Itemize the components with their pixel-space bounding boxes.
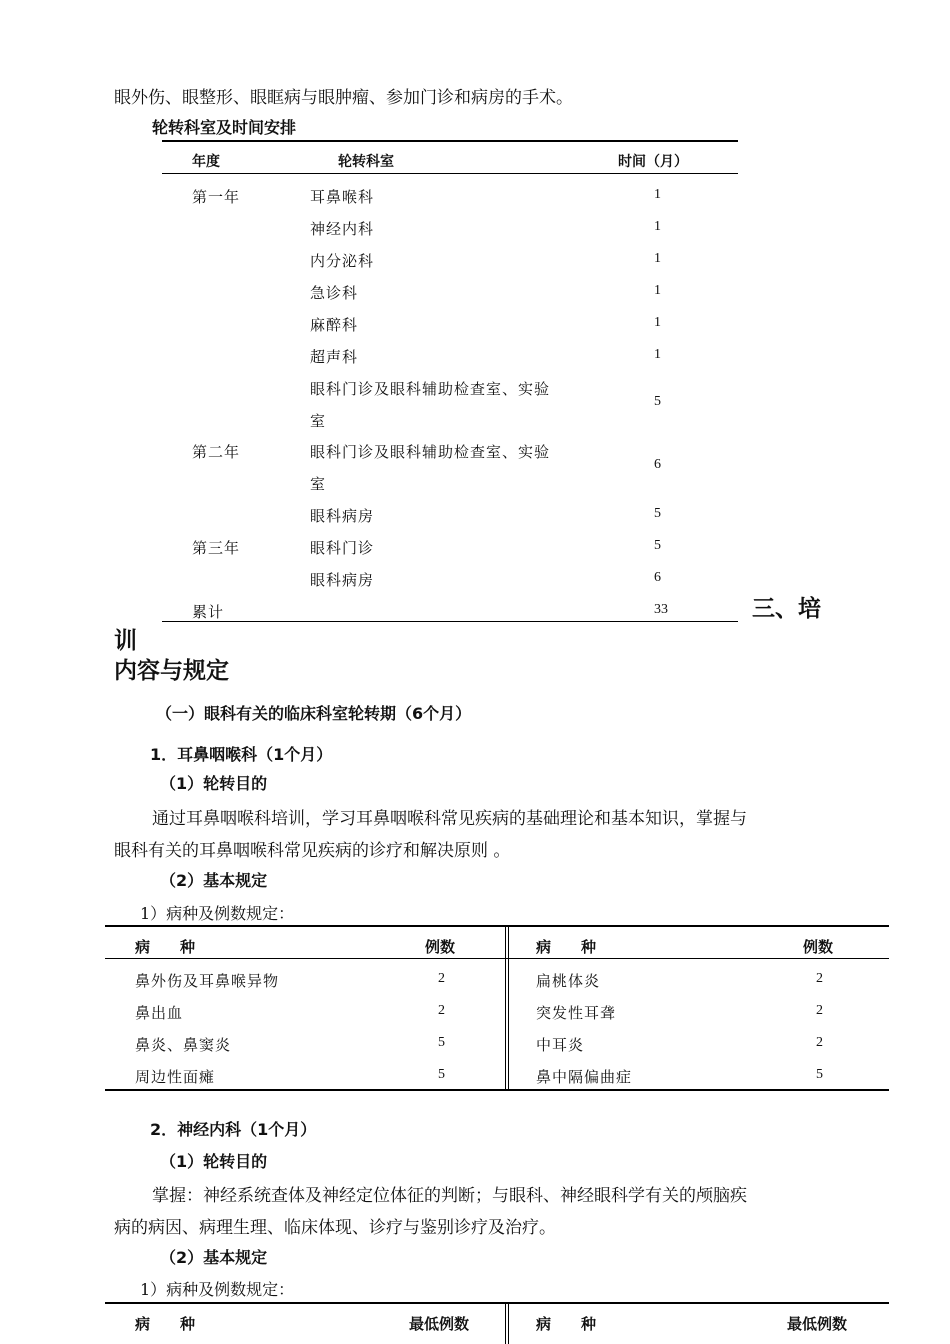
- section3-part2: 训: [114, 628, 137, 654]
- neuro-header-count-left: 最低例数: [409, 1315, 470, 1333]
- ent-table-header-rule: [105, 958, 889, 959]
- neuro-header-name-left: 病 种: [135, 1315, 196, 1333]
- rotation-dept-cont: 室: [310, 475, 327, 493]
- rotation-dept: 眼科门诊及眼科辅助检查室、实验: [310, 380, 551, 398]
- ent-header-name-right: 病 种: [536, 938, 597, 956]
- ent-table-divider-2: [508, 925, 509, 1090]
- rotation-months: 1: [654, 283, 661, 298]
- rotation-months: 6: [654, 570, 661, 585]
- ent-purpose-line2: 眼科有关的耳鼻咽喉科常见疾病的诊疗和解决原则 。: [114, 841, 511, 861]
- ent-case-name: 扁桃体炎: [536, 972, 601, 990]
- ent-table-divider: [505, 925, 506, 1090]
- ent-table-top-rule: [105, 925, 889, 927]
- rotation-months: 6: [654, 457, 661, 472]
- section3-part1: 三、培: [752, 596, 821, 622]
- neuro-table-top-rule: [105, 1302, 889, 1304]
- ent-case-count: 2: [816, 1003, 823, 1018]
- neuro-purpose-line1: 掌握：神经系统查体及神经定位体征的判断；与眼科、神经眼科学有关的颅脑疾: [152, 1186, 747, 1206]
- ent-case-name: 鼻中隔偏曲症: [536, 1068, 633, 1086]
- neuro-purpose-heading: （1）轮转目的: [160, 1152, 268, 1171]
- rotation-year: 第一年: [192, 188, 241, 206]
- neuro-purpose-line2: 病的病因、病理生理、临床体现、诊疗与鉴别诊疗及治疗。: [114, 1218, 556, 1238]
- header-year: 年度: [192, 154, 220, 170]
- table-header-rule: [162, 173, 738, 174]
- rotation-year: 累计: [192, 603, 225, 621]
- rotation-dept: 神经内科: [310, 220, 375, 238]
- neuro-table-divider: [505, 1302, 506, 1344]
- rotation-months: 5: [654, 506, 661, 521]
- ent-case-count: 2: [816, 971, 823, 986]
- ent-case-count: 2: [816, 1035, 823, 1050]
- rotation-dept: 眼科门诊: [310, 539, 375, 557]
- table-bottom-rule: [162, 621, 738, 622]
- neuro-table-divider-2: [508, 1302, 509, 1344]
- rotation-months: 5: [654, 538, 661, 553]
- intro-line: 眼外伤、眼整形、眼眶病与眼肿瘤、参加门诊和病房的手术。: [114, 88, 573, 108]
- ent-case-count: 2: [438, 971, 445, 986]
- ent-case-name: 突发性耳聋: [536, 1004, 617, 1022]
- ent-case-name: 鼻出血: [135, 1004, 184, 1022]
- rotation-dept: 麻醉科: [310, 316, 359, 334]
- ent-table-bottom-rule: [105, 1089, 889, 1091]
- table-top-rule: [162, 140, 738, 142]
- rotation-dept-cont: 室: [310, 412, 327, 430]
- ent-heading: 1．耳鼻咽喉科（1个月）: [150, 745, 333, 764]
- ent-purpose-heading: （1）轮转目的: [160, 774, 268, 793]
- neuro-heading: 2．神经内科（1个月）: [150, 1120, 317, 1139]
- rotation-title: 轮转科室及时间安排: [152, 118, 297, 137]
- ent-rules-heading: （2）基本规定: [160, 871, 268, 890]
- ent-header-count-left: 例数: [425, 938, 456, 956]
- rotation-dept: 急诊科: [310, 284, 359, 302]
- rotation-dept: 超声科: [310, 348, 359, 366]
- rotation-year: 第三年: [192, 539, 241, 557]
- rotation-months: 1: [654, 219, 661, 234]
- section3-part3: 内容与规定: [114, 658, 229, 684]
- header-dept: 轮转科室: [338, 154, 394, 170]
- ent-case-count: 2: [438, 1003, 445, 1018]
- rotation-dept: 眼科门诊及眼科辅助检查室、实验: [310, 443, 551, 461]
- ent-header-count-right: 例数: [803, 938, 834, 956]
- neuro-header-name-right: 病 种: [536, 1315, 597, 1333]
- rotation-dept: 眼科病房: [310, 507, 375, 525]
- neuro-cases-label: 1）病种及例数规定：: [140, 1280, 295, 1299]
- rotation-dept: 内分泌科: [310, 252, 375, 270]
- rotation-year: 第二年: [192, 443, 241, 461]
- ent-purpose-line1: 通过耳鼻咽喉科培训，学习耳鼻咽喉科常见疾病的基础理论和基本知识，掌握与: [152, 809, 747, 829]
- rotation-months: 33: [654, 602, 668, 617]
- ent-case-count: 5: [438, 1035, 445, 1050]
- rotation-months: 1: [654, 187, 661, 202]
- ent-case-count: 5: [816, 1067, 823, 1082]
- ent-case-name: 中耳炎: [536, 1036, 585, 1054]
- neuro-rules-heading: （2）基本规定: [160, 1248, 268, 1267]
- rotation-months: 1: [654, 251, 661, 266]
- rotation-months: 1: [654, 347, 661, 362]
- neuro-header-count-right: 最低例数: [787, 1315, 848, 1333]
- ent-cases-label: 1）病种及例数规定：: [140, 904, 295, 923]
- rotation-months: 1: [654, 315, 661, 330]
- rotation-months: 5: [654, 394, 661, 409]
- header-months: 时间（月）: [618, 154, 688, 170]
- ent-case-name: 周边性面瘫: [135, 1068, 216, 1086]
- ent-case-name: 鼻炎、鼻窦炎: [135, 1036, 232, 1054]
- subsection-1: （一）眼科有关的临床科室轮转期（6个月）: [156, 704, 472, 723]
- ent-case-count: 5: [438, 1067, 445, 1082]
- rotation-dept: 耳鼻喉科: [310, 188, 375, 206]
- ent-case-name: 鼻外伤及耳鼻喉异物: [135, 972, 280, 990]
- ent-header-name-left: 病 种: [135, 938, 196, 956]
- rotation-dept: 眼科病房: [310, 571, 375, 589]
